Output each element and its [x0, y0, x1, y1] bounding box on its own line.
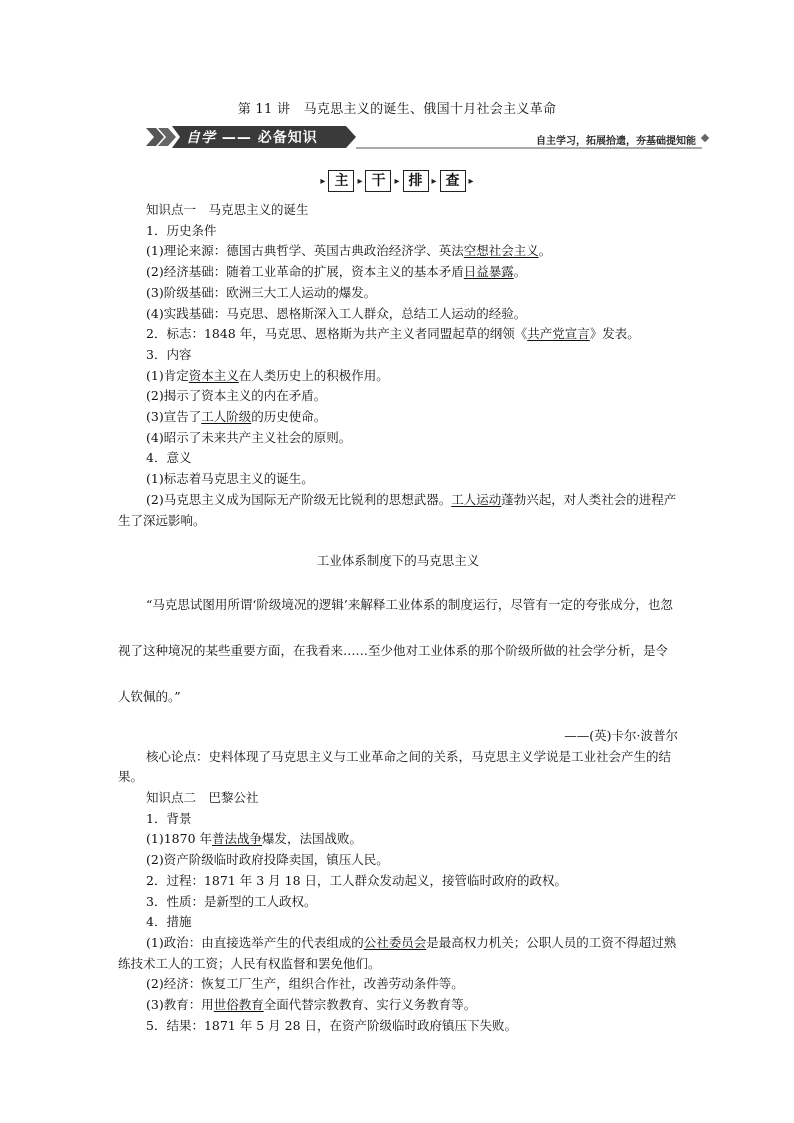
kp2-h3: 3．性质：是新型的工人政权。 — [146, 893, 317, 909]
chevron-right-icon: ▸ — [357, 175, 363, 187]
insert-subtitle: 工业体系制度下的马克思主义 — [316, 553, 480, 569]
underlined-term: 工人阶级 — [201, 409, 252, 425]
kp1-n1 — [118, 366, 678, 387]
tag-char-1: 主 — [328, 170, 354, 192]
underlined-term: 空想社会主义 — [463, 243, 539, 259]
text: 全面代替宗教教育、实行义务教育等。 — [263, 997, 477, 1013]
chevron-right-icon: ▸ — [431, 175, 437, 187]
text: 是最高权力机关；公职人员的工资不得超过熟练技术工人的工资；人民有权监督和罢免他们。 — [118, 934, 677, 971]
text: (3)教育：用 — [146, 997, 214, 1013]
tag-char-4: 查 — [440, 170, 466, 192]
text: 蓬勃兴起，对人类社会的进程产生了深远影响。 — [118, 491, 677, 528]
kp1-s1: (1)标志着马克思主义的诞生。 — [146, 471, 314, 487]
kp2-h5: 5．结果：1871 年 5 月 28 日，在资产阶级临时政府镇压下失败。 — [146, 1017, 517, 1033]
quote-source: ——(英)卡尔·波普尔 — [564, 727, 678, 743]
text: (2)经济基础：随着工业革命的扩展，资本主义的基本矛盾 — [146, 264, 464, 280]
text: 。 — [513, 264, 527, 280]
text: 在人类历史上的积极作用。 — [238, 367, 389, 383]
kp1-n4: (4)昭示了未来共产主义社会的原则。 — [146, 429, 352, 445]
banner-sub-text: 必备知识 — [257, 130, 318, 146]
lesson-title: 第 11 讲 马克思主义的诞生、俄国十月社会主义革命 — [237, 102, 557, 117]
underlined-term: 世俗教育 — [213, 997, 264, 1013]
kp1-h3: 3．内容 — [146, 346, 192, 362]
banner-title — [186, 127, 318, 147]
kp2-b2: (2)资产阶级临时政府投降卖国，镇压人民。 — [146, 852, 389, 868]
chevron-right-icon: ▸ — [320, 175, 326, 187]
tag-char-2: 干 — [365, 170, 391, 192]
underlined-term: 工人运动 — [451, 491, 502, 507]
text: 爆发，法国战败。 — [262, 831, 363, 847]
kp1-h4: 4．意义 — [146, 450, 192, 466]
kp1-n2: (2)揭示了资本主义的内在矛盾。 — [146, 388, 327, 404]
core-argument: 核心论点：史料体现了马克思主义与工业革命之间的关系，马克思主义学说是工业社会产生的结果。 — [118, 748, 672, 785]
kp1-heading: 知识点一 马克思主义的诞生 — [146, 202, 309, 217]
text: 2．标志：1848 年，马克思、恩格斯为共产主义者同盟起草的纲领《 — [146, 326, 528, 342]
kp2-h4: 4．措施 — [146, 914, 192, 930]
kp1-n3 — [118, 407, 678, 428]
banner-tagline: 自主学习，拓展拾遗，夯基础提知能 — [536, 136, 696, 147]
text: (1)1870 年 — [146, 831, 212, 847]
kp2-h2: 2．过程：1871 年 3 月 18 日，工人群众发动起义，接管临时政府的政权。 — [146, 872, 567, 888]
chevron-right-icon: ▸ — [394, 175, 400, 187]
kp1-c1 — [118, 241, 678, 262]
banner-main-text: 自学 — [186, 130, 216, 146]
kp1-h2 — [118, 324, 678, 345]
underlined-term: 日益暴露 — [463, 264, 514, 280]
underlined-term: 资本主义 — [188, 367, 239, 383]
text: 。 — [538, 243, 552, 259]
kp2-heading: 知识点二 巴黎公社 — [146, 790, 259, 806]
kp2-h1: 1．背景 — [146, 810, 192, 826]
text: (1)理论来源：德国古典哲学、英国古典政治经济学、英法 — [146, 243, 464, 259]
text: (1)肯定 — [146, 367, 189, 383]
underlined-term: 普法战争 — [212, 831, 263, 847]
text: (2)马克思主义成为国际无产阶级无比锐利的思想武器。 — [146, 491, 452, 507]
kp1-h1: 1．历史条件 — [146, 222, 217, 238]
text: (3)宣告了 — [146, 409, 202, 425]
section-banner — [146, 124, 708, 150]
text: (1)政治：由直接选举产生的代表组成的 — [146, 934, 364, 950]
chevron-right-icon: ▸ — [468, 175, 474, 187]
kp2-m3 — [118, 995, 678, 1016]
tag-char-3: 排 — [403, 170, 429, 192]
text: 的历史使命。 — [251, 409, 327, 425]
main-content — [118, 200, 678, 1037]
kp2-m2: (2)经济：恢复工厂生产，组织合作社，改善劳动条件等。 — [146, 976, 464, 992]
kp2-m1 — [118, 933, 678, 974]
underlined-term: 共产党宣言 — [527, 326, 590, 342]
kp1-c4: (4)实践基础：马克思、恩格斯深入工人群众，总结工人运动的经验。 — [146, 305, 527, 321]
banner-dash: —— — [221, 130, 252, 146]
insert-quote: “马克思试图用所谓‘阶级境况的逻辑’来解释工业体系的制度运行，尽管有一定的夸张成分，也忽视了这种境况的某些重要方面，在我看来……至少他对工业体系的那个阶级所做的社会学分析，是令人钦佩的。” — [118, 596, 673, 704]
text: 》发表。 — [589, 326, 640, 342]
kp2-b1 — [118, 829, 678, 850]
section-tag — [0, 170, 794, 192]
underlined-term: 公社委员会 — [363, 934, 427, 950]
kp1-s2 — [118, 490, 678, 531]
kp1-c3: (3)阶级基础：欧洲三大工人运动的爆发。 — [146, 284, 377, 300]
kp1-c2 — [118, 262, 678, 283]
